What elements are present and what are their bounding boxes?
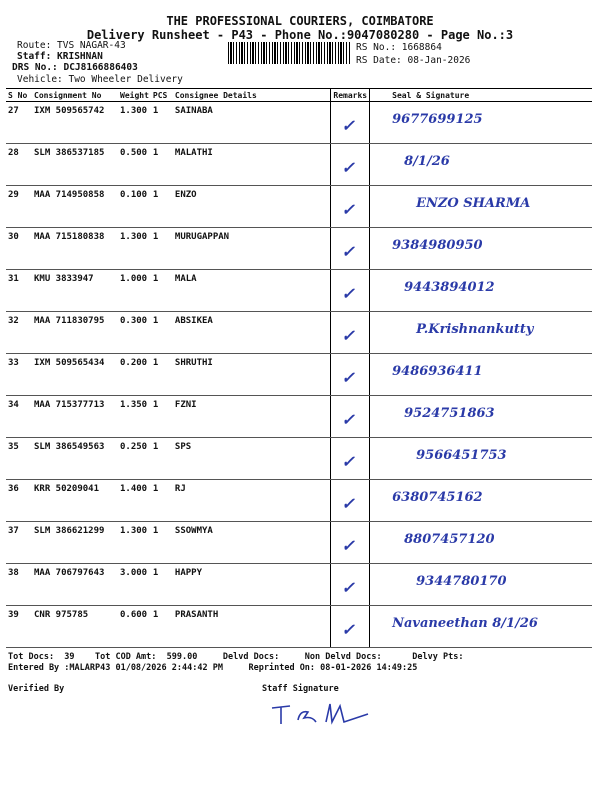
- remark-tick-mark: ✓: [341, 116, 355, 135]
- vehicle: Vehicle: Two Wheeler Delivery: [17, 74, 183, 85]
- handwritten-signature: 9443894012: [404, 280, 495, 295]
- table-row: [6, 228, 592, 270]
- row-consignment-no: MAA 714950858: [32, 186, 118, 228]
- remark-tick-mark: ✓: [341, 494, 355, 513]
- row-sno: 30: [6, 228, 32, 270]
- row-consignee: MALA: [173, 270, 331, 312]
- row-pcs: 1: [151, 480, 173, 522]
- row-signature: [370, 438, 592, 480]
- row-weight: 0.600: [118, 606, 151, 648]
- row-weight: 3.000: [118, 564, 151, 606]
- handwritten-signature: 6380745162: [392, 490, 483, 505]
- remark-tick-mark: ✓: [341, 536, 355, 555]
- table-row: [6, 564, 592, 606]
- row-consignee: SSOWMYA: [173, 522, 331, 564]
- table-row: [6, 606, 592, 648]
- row-remarks: [331, 480, 370, 522]
- row-remarks: [331, 270, 370, 312]
- entered-line: Entered By :MALARP43 01/08/2026 2:44:42 PM Reprinted On: 08-01-2026 14:49:25: [8, 663, 418, 673]
- row-sno: 32: [6, 312, 32, 354]
- row-pcs: 1: [151, 102, 173, 144]
- row-consignee: SAINABA: [173, 102, 331, 144]
- row-weight: 1.300: [118, 228, 151, 270]
- row-signature: [370, 270, 592, 312]
- row-weight: 0.300: [118, 312, 151, 354]
- table-row: [6, 270, 592, 312]
- table-row: [6, 354, 592, 396]
- col-consignment: Consignment No: [32, 89, 118, 102]
- remark-tick-mark: ✓: [341, 284, 355, 303]
- runsheet-table: [6, 88, 592, 648]
- route: Route: TVS NAGAR-43: [17, 40, 126, 51]
- row-sno: 29: [6, 186, 32, 228]
- row-remarks: [331, 438, 370, 480]
- row-consignee: SPS: [173, 438, 331, 480]
- row-consignee: MURUGAPPAN: [173, 228, 331, 270]
- col-pcs: PCS: [151, 89, 173, 102]
- row-consignment-no: MAA 715377713: [32, 396, 118, 438]
- row-pcs: 1: [151, 438, 173, 480]
- table-row: [6, 396, 592, 438]
- row-consignment-no: IXM 509565742: [32, 102, 118, 144]
- table-row: [6, 312, 592, 354]
- row-consignment-no: SLM 386621299: [32, 522, 118, 564]
- row-weight: 0.200: [118, 354, 151, 396]
- table-row: [6, 186, 592, 228]
- row-signature: [370, 564, 592, 606]
- col-remarks: Remarks: [331, 89, 370, 102]
- row-signature: [370, 186, 592, 228]
- row-consignee: SHRUTHI: [173, 354, 331, 396]
- row-pcs: 1: [151, 312, 173, 354]
- row-remarks: [331, 564, 370, 606]
- staff-signature-scribble: [268, 696, 378, 730]
- rs-date: RS Date: 08-Jan-2026: [356, 55, 471, 66]
- row-signature: [370, 144, 592, 186]
- row-weight: 1.400: [118, 480, 151, 522]
- row-consignment-no: CNR 975785: [32, 606, 118, 648]
- row-consignee: MALATHI: [173, 144, 331, 186]
- row-consignment-no: SLM 386537185: [32, 144, 118, 186]
- row-consignment-no: MAA 715180838: [32, 228, 118, 270]
- row-consignee: ENZO: [173, 186, 331, 228]
- row-signature: [370, 396, 592, 438]
- remark-tick-mark: ✓: [341, 620, 355, 639]
- company-name: THE PROFESSIONAL COURIERS, COIMBATORE: [166, 14, 434, 28]
- handwritten-signature: 9486936411: [392, 364, 483, 379]
- runsheet-title: Delivery Runsheet - P43 - Phone No.:9047080280 - Page No.:3: [86, 28, 514, 42]
- row-remarks: [331, 396, 370, 438]
- row-weight: 1.350: [118, 396, 151, 438]
- row-pcs: 1: [151, 228, 173, 270]
- row-sno: 34: [6, 396, 32, 438]
- row-signature: [370, 102, 592, 144]
- row-remarks: [331, 102, 370, 144]
- row-remarks: [331, 606, 370, 648]
- handwritten-signature: 9524751863: [404, 406, 495, 421]
- row-pcs: 1: [151, 606, 173, 648]
- remark-tick-mark: ✓: [341, 326, 355, 345]
- col-signature: Seal & Signature: [370, 89, 592, 102]
- remark-tick-mark: ✓: [341, 158, 355, 177]
- row-signature: [370, 606, 592, 648]
- remark-tick-mark: ✓: [341, 200, 355, 219]
- verified-by-label: Verified By: [8, 684, 65, 694]
- col-weight: Weight: [120, 90, 149, 100]
- row-pcs: 1: [151, 144, 173, 186]
- row-consignee: PRASANTH: [173, 606, 331, 648]
- row-sno: 28: [6, 144, 32, 186]
- row-sno: 31: [6, 270, 32, 312]
- row-signature: [370, 228, 592, 270]
- handwritten-signature: 9344780170: [416, 574, 507, 589]
- handwritten-signature: 8/1/26: [404, 154, 450, 169]
- row-pcs: 1: [151, 354, 173, 396]
- row-consignment-no: KMU 3833947: [32, 270, 118, 312]
- handwritten-signature: Navaneethan 8/1/26: [392, 616, 538, 631]
- row-signature: [370, 354, 592, 396]
- table-row: [6, 102, 592, 144]
- row-weight: 0.500: [118, 144, 151, 186]
- row-consignee: FZNI: [173, 396, 331, 438]
- row-weight: 0.250: [118, 438, 151, 480]
- staff-signature-label: Staff Signature: [262, 684, 339, 694]
- col-sno: S No: [6, 89, 32, 102]
- row-remarks: [331, 354, 370, 396]
- row-sno: 33: [6, 354, 32, 396]
- table-row: [6, 480, 592, 522]
- row-signature: [370, 480, 592, 522]
- handwritten-signature: 9566451753: [416, 448, 507, 463]
- totals-line: Tot Docs: 39 Tot COD Amt: 599.00 Delvd Docs: Non Delvd Docs: Delvy Pts:: [8, 652, 464, 662]
- row-remarks: [331, 312, 370, 354]
- table-row: [6, 144, 592, 186]
- remark-tick-mark: ✓: [341, 242, 355, 261]
- row-consignment-no: KRR 50209041: [32, 480, 118, 522]
- handwritten-signature: 9677699125: [392, 112, 483, 127]
- handwritten-signature: 9384980950: [392, 238, 483, 253]
- row-pcs: 1: [151, 396, 173, 438]
- rs-number: RS No.: 1668864: [356, 42, 442, 53]
- remark-tick-mark: ✓: [341, 410, 355, 429]
- row-pcs: 1: [151, 270, 173, 312]
- drs-number: DRS No.: DCJ8166886403: [12, 62, 138, 73]
- col-consignee: Consignee Details: [173, 89, 331, 102]
- handwritten-signature: ENZO SHARMA: [416, 196, 531, 211]
- row-pcs: 1: [151, 522, 173, 564]
- staff: Staff: KRISHNAN: [17, 51, 103, 62]
- row-remarks: [331, 522, 370, 564]
- row-signature: [370, 312, 592, 354]
- remark-tick-mark: ✓: [341, 452, 355, 471]
- row-signature: [370, 522, 592, 564]
- row-weight: 1.000: [118, 270, 151, 312]
- barcode-image: [228, 42, 350, 64]
- row-remarks: [331, 228, 370, 270]
- row-consignee: ABSIKEA: [173, 312, 331, 354]
- row-consignment-no: IXM 509565434: [32, 354, 118, 396]
- row-consignment-no: MAA 711830795: [32, 312, 118, 354]
- remark-tick-mark: ✓: [341, 368, 355, 387]
- table-header-row: [6, 89, 592, 102]
- row-weight: 1.300: [118, 522, 151, 564]
- row-remarks: [331, 186, 370, 228]
- row-consignee: HAPPY: [173, 564, 331, 606]
- handwritten-signature: 8807457120: [404, 532, 495, 547]
- row-sno: 36: [6, 480, 32, 522]
- row-sno: 39: [6, 606, 32, 648]
- row-sno: 37: [6, 522, 32, 564]
- row-weight: 0.100: [118, 186, 151, 228]
- row-pcs: 1: [151, 564, 173, 606]
- table-row: [6, 522, 592, 564]
- row-pcs: 1: [151, 186, 173, 228]
- row-consignee: RJ: [173, 480, 331, 522]
- row-sno: 27: [6, 102, 32, 144]
- row-sno: 35: [6, 438, 32, 480]
- row-consignment-no: SLM 386549563: [32, 438, 118, 480]
- row-remarks: [331, 144, 370, 186]
- handwritten-signature: P.Krishnankutty: [416, 322, 534, 337]
- row-weight: 1.300: [118, 102, 151, 144]
- table-row: [6, 438, 592, 480]
- remark-tick-mark: ✓: [341, 578, 355, 597]
- row-consignment-no: MAA 706797643: [32, 564, 118, 606]
- row-sno: 38: [6, 564, 32, 606]
